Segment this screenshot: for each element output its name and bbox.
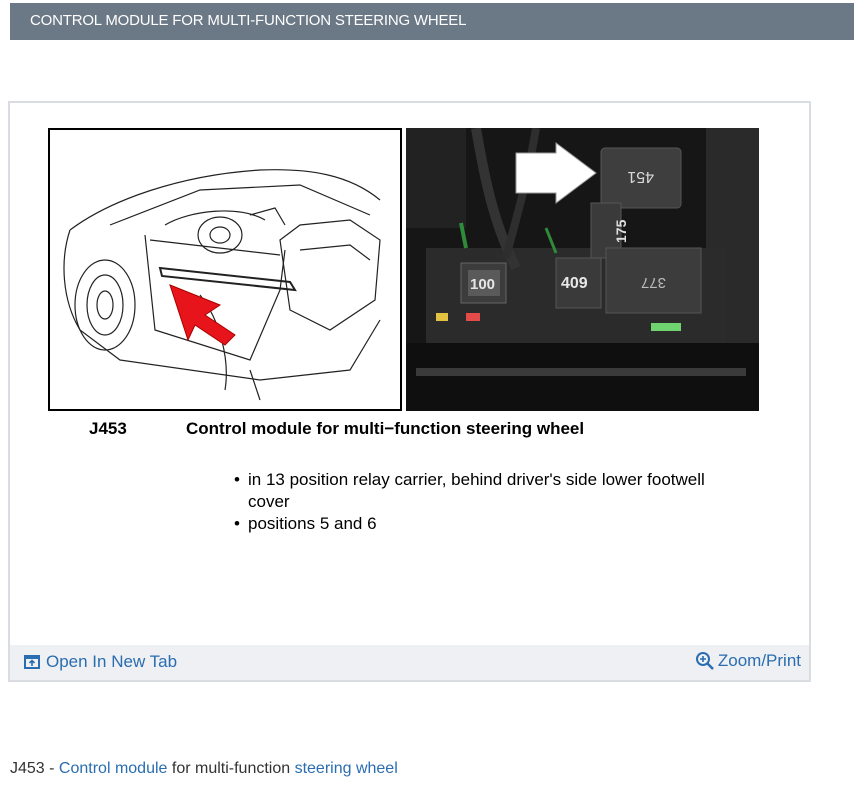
component-description: Control module for multi−function steering wheel [186, 419, 585, 438]
caption-code: J453 [10, 760, 45, 777]
open-tab-icon [24, 655, 40, 669]
bullet-icon: • [234, 514, 240, 533]
relay-377-label: 377 [640, 274, 666, 291]
steering-wheel-link[interactable]: steering wheel [294, 760, 398, 777]
component-code: J453 [89, 419, 127, 438]
list-item [234, 513, 708, 535]
open-in-new-tab-label: Open In New Tab [46, 652, 178, 671]
relay-carrier-photo [406, 128, 759, 411]
bullet-icon: • [234, 470, 240, 489]
figure-card [8, 101, 811, 682]
caption-middle-text: for multi-function [167, 760, 295, 777]
list-item-text: in 13 position relay carrier, behind driver's side lower footwell cover [248, 470, 705, 511]
caption-separator: - [44, 760, 59, 777]
relay-451-label: 451 [627, 168, 654, 185]
zoom-print-link[interactable] [695, 651, 801, 671]
list-item [234, 469, 708, 513]
relay-100-label: 100 [470, 276, 496, 293]
figure-footer [10, 645, 809, 680]
location-notes [234, 469, 708, 535]
figure-caption [10, 760, 398, 778]
car-interior-illustration [48, 128, 402, 411]
pointer-arrow [170, 285, 235, 345]
relay-175-label: 175 [613, 219, 629, 243]
car-line-drawing [50, 130, 400, 409]
zoom-icon [695, 651, 715, 671]
relay-photo-drawing [406, 128, 759, 411]
header-bar [10, 3, 854, 40]
list-item-text: positions 5 and 6 [248, 514, 377, 533]
control-module-link[interactable]: Control module [58, 760, 168, 777]
relay-409-label: 409 [561, 275, 588, 292]
open-in-new-tab-link[interactable] [24, 652, 177, 672]
page-title: CONTROL MODULE FOR MULTI-FUNCTION STEERING WHEEL [30, 12, 467, 29]
zoom-print-label: Zoom/Print [717, 651, 801, 670]
